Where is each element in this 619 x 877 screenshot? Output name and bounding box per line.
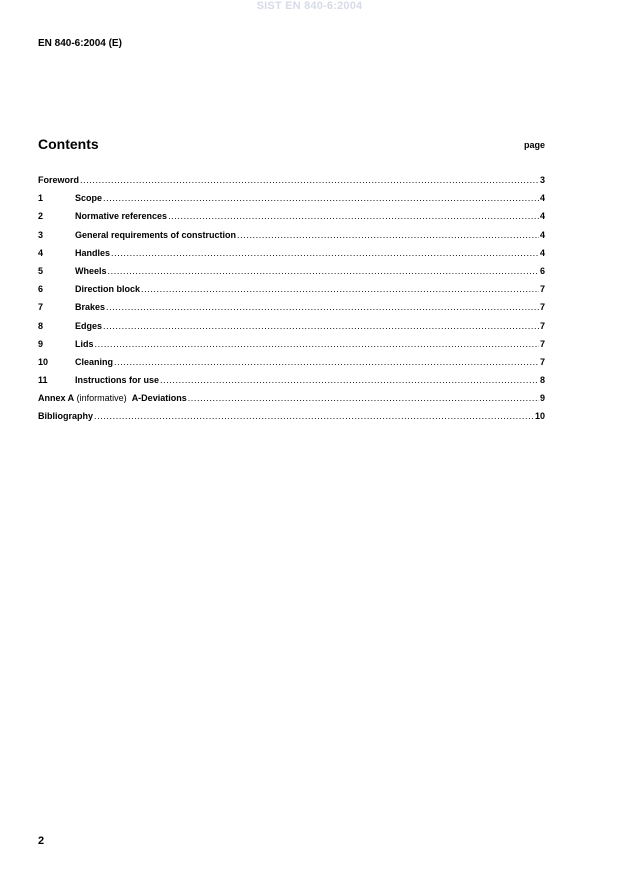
toc-entry-number: 1 <box>38 193 44 204</box>
toc-entry-title: Wheels <box>75 265 107 276</box>
toc-entry-title: Cleaning <box>75 356 114 367</box>
toc-entry-bibliography[interactable] <box>38 411 545 429</box>
toc-leader-dots <box>94 411 534 421</box>
toc-entry-cleaning[interactable] <box>38 357 545 375</box>
toc-leader-dots <box>141 284 539 294</box>
toc-entry-page: 4 <box>539 229 545 240</box>
toc-entry-number: 8 <box>38 320 44 331</box>
toc-entry-title: Instructions for use <box>75 375 160 386</box>
toc-entry-title: Lids <box>75 338 94 349</box>
toc-leader-dots <box>111 248 539 258</box>
toc-entry-foreword[interactable] <box>38 175 545 193</box>
toc-entry-annex-a[interactable] <box>38 393 545 411</box>
toc-entry-title: Annex A <box>38 393 75 404</box>
toc-entry-page: 3 <box>539 175 545 185</box>
toc-entry-title: General requirements of construction <box>75 229 237 240</box>
toc-entry-number: 2 <box>38 211 44 222</box>
toc-entry-title: Direction block <box>75 284 141 295</box>
toc-entry-title: Handles <box>75 247 111 258</box>
toc-leader-dots <box>106 302 539 312</box>
toc-entry-title: Bibliography <box>38 411 94 422</box>
watermark: SIST EN 840-6:2004 <box>256 0 363 12</box>
toc-entry-number: 3 <box>38 229 44 240</box>
toc-entry-page: 7 <box>539 356 545 367</box>
toc-entry-title: Brakes <box>75 302 106 313</box>
toc-leader-dots <box>95 339 539 349</box>
toc-entry-edges[interactable] <box>38 321 545 339</box>
toc-entry-brakes[interactable] <box>38 302 545 320</box>
toc-entry-title: Scope <box>75 193 103 204</box>
toc-entry-title: Normative references <box>75 211 168 222</box>
contents-title: Contents <box>38 136 99 152</box>
toc-entry-general-requirements[interactable] <box>38 230 545 248</box>
toc-entry-title: Foreword <box>38 175 80 185</box>
toc-entry-page: 7 <box>539 320 545 331</box>
toc-entry-direction-block[interactable] <box>38 284 545 302</box>
toc-leader-dots <box>188 393 539 403</box>
toc-entry-instructions-for-use[interactable] <box>38 375 545 393</box>
toc-entry-scope[interactable] <box>38 193 545 211</box>
toc-entry-number: 7 <box>38 302 44 313</box>
toc-entry-annex-type: (informative) <box>74 393 132 404</box>
toc-entry-page: 6 <box>539 265 545 276</box>
toc-leader-dots <box>237 230 539 240</box>
toc-entry-page: 4 <box>539 247 545 258</box>
toc-entry-page: 10 <box>534 411 545 422</box>
toc-entry-normative-references[interactable] <box>38 211 545 229</box>
toc-entry-number: 6 <box>38 284 44 295</box>
toc-leader-dots <box>108 266 539 276</box>
toc-leader-dots <box>80 175 539 185</box>
toc-entry-number: 10 <box>38 356 49 367</box>
standard-header: EN 840-6:2004 (E) <box>38 38 122 49</box>
page-number: 2 <box>38 835 45 847</box>
toc-entry-title: Edges <box>75 320 103 331</box>
toc-entry-page: 4 <box>539 211 545 222</box>
toc-leader-dots <box>168 211 539 221</box>
toc-leader-dots <box>103 193 539 203</box>
toc-entry-number: 11 <box>38 375 48 386</box>
toc-entry-page: 7 <box>539 302 545 313</box>
toc-leader-dots <box>160 375 539 385</box>
toc-entry-page: 8 <box>539 375 545 386</box>
table-of-contents <box>38 175 545 430</box>
toc-entry-wheels[interactable] <box>38 266 545 284</box>
toc-entry-page: 9 <box>539 393 545 404</box>
toc-entry-number: 9 <box>38 338 44 349</box>
toc-leader-dots <box>114 357 539 367</box>
toc-entry-lids[interactable] <box>38 339 545 357</box>
toc-entry-page: 7 <box>539 338 545 349</box>
toc-leader-dots <box>103 321 539 331</box>
toc-entry-annex-title: A-Deviations <box>131 393 187 404</box>
toc-entry-page: 7 <box>539 284 545 295</box>
page-column-label: page <box>523 140 545 150</box>
toc-entry-handles[interactable] <box>38 248 545 266</box>
toc-entry-number: 5 <box>38 265 44 276</box>
toc-entry-page: 4 <box>539 193 545 204</box>
toc-entry-number: 4 <box>38 247 44 258</box>
